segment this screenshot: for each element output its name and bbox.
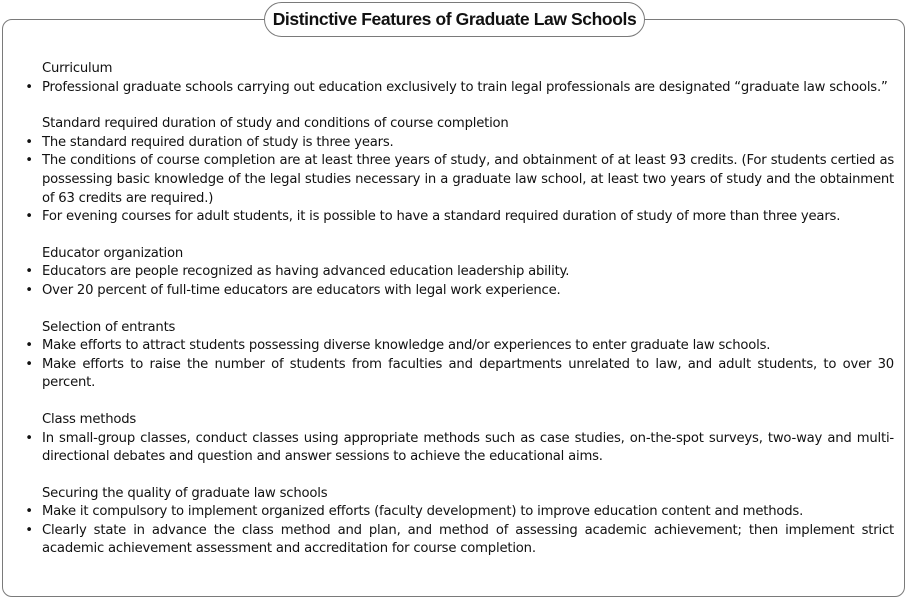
bullet-item	[22, 134, 894, 153]
section-selection-of-entrants	[22, 319, 894, 393]
bullet-text: Educators are people recognized as having advanced education leadership ability.	[42, 264, 570, 280]
bullet-text: Make it compulsory to implement organized efforts (faculty development) to improve education content and methods.	[42, 504, 804, 520]
bullet-item	[22, 430, 894, 467]
bullet-icon: •	[25, 134, 33, 150]
bullet-icon: •	[25, 282, 33, 298]
bullet-icon: •	[25, 264, 33, 280]
bullet-text: Make efforts to raise the number of students from faculties and departments unrelated to law, and adult students, to over 30 percent.	[42, 356, 894, 391]
bullet-text: Make efforts to attract students possessing diverse knowledge and/or experiences to enter graduate law schools.	[42, 338, 771, 354]
section-quality-assurance	[22, 485, 894, 559]
section-educator-organization	[22, 245, 894, 301]
bullet-icon: •	[25, 522, 33, 538]
bullet-item	[22, 337, 894, 356]
section-heading: Educator organization	[42, 245, 184, 261]
bullet-text: Clearly state in advance the class method and plan, and method of assessing academic achievement; then implement strict academic achievement assessment and accreditation for course completion.	[42, 522, 894, 557]
bullet-icon: •	[25, 504, 33, 520]
bullet-item	[22, 282, 894, 301]
bullet-icon: •	[25, 79, 33, 95]
title-tab	[264, 2, 645, 37]
bullet-text: For evening courses for adult students, it is possible to have a standard required duration of study of more than three years.	[42, 209, 841, 225]
section-heading: Class methods	[42, 411, 137, 427]
bullet-item	[22, 503, 894, 522]
bullet-text: In small-group classes, conduct classes using appropriate methods such as case studies, on-the-spot surveys, two-way and multi-directional debates and question and answer sessions to achieve the educational aims.	[42, 430, 894, 465]
bullet-item	[22, 263, 894, 282]
bullet-item	[22, 522, 894, 559]
section-duration	[22, 115, 894, 227]
bullet-item	[22, 79, 894, 98]
bullet-item	[22, 356, 894, 393]
bullet-item	[22, 208, 894, 227]
section-heading: Securing the quality of graduate law schools	[42, 485, 328, 501]
section-heading: Curriculum	[42, 61, 113, 76]
bullet-text: Over 20 percent of full-time educators are educators with legal work experience.	[42, 282, 561, 298]
bullet-icon: •	[25, 153, 33, 169]
bullet-icon: •	[25, 430, 33, 446]
bullet-text: The conditions of course completion are at least three years of study, and obtainment of at least 93 credits. (For students certied as possessing basic knowledge of the legal studies necessary in a graduate law school, at least two years of study and the obtainment of 63 credits are required.)	[42, 153, 894, 206]
section-heading: Selection of entrants	[42, 319, 176, 335]
section-curriculum	[22, 60, 894, 97]
section-class-methods	[22, 411, 894, 467]
bullet-icon: •	[25, 209, 33, 225]
bullet-icon: •	[25, 356, 33, 372]
features-list	[22, 60, 894, 577]
bullet-item	[22, 152, 894, 208]
bullet-text: Professional graduate schools carrying out education exclusively to train legal professionals are designated “graduate law schools.”	[42, 79, 888, 95]
bullet-icon: •	[25, 338, 33, 354]
page-title: Distinctive Features of Graduate Law Schools	[272, 9, 637, 29]
bullet-text: The standard required duration of study is three years.	[42, 134, 394, 150]
section-heading: Standard required duration of study and conditions of course completion	[42, 116, 509, 132]
